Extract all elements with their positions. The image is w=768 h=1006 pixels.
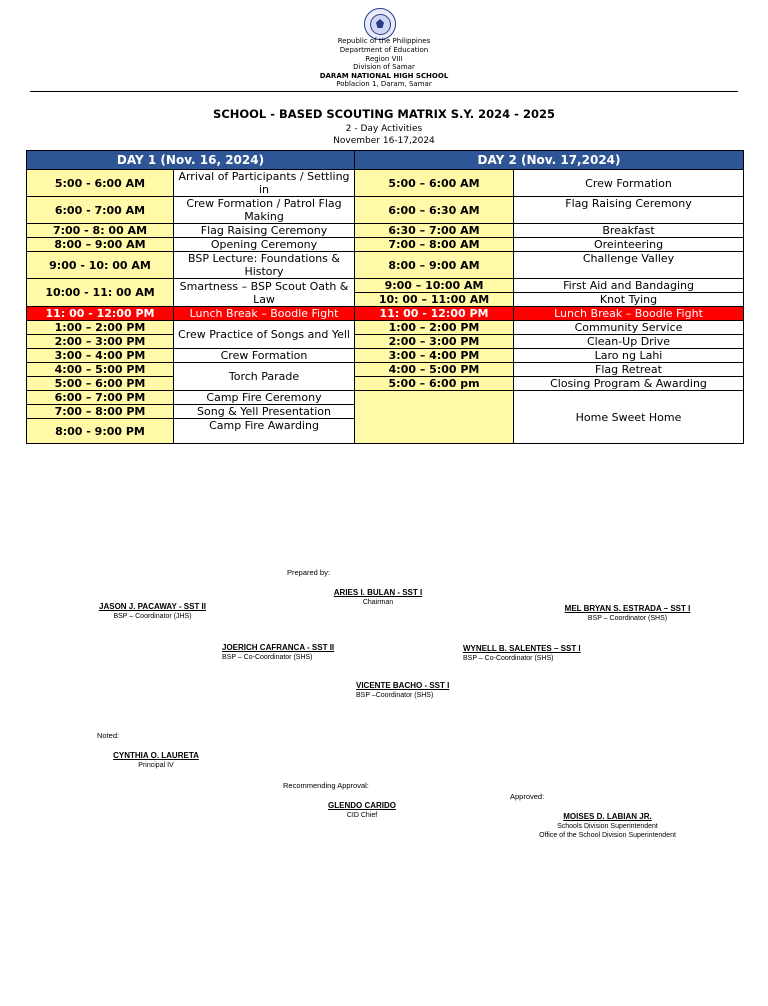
day2-time: 10: 00 – 11:00 AM (355, 293, 514, 307)
day1-time: 8:00 - 9:00 PM (27, 419, 174, 444)
signatory-carido (322, 801, 402, 819)
day1-header: DAY 1 (Nov. 16, 2024) (27, 151, 355, 170)
signatory-role: Principal IV (138, 762, 174, 769)
day1-activity: BSP Lecture: Foundations & History (174, 252, 355, 279)
day1-activity: Crew Formation / Patrol Flag Making (174, 197, 355, 224)
signatory-role: BSP – Coordinator (JHS) (113, 613, 192, 620)
signatory-name: GLENDO CARIDO (328, 801, 396, 810)
signatory-salentes (463, 644, 593, 662)
day1-activity: Song & Yell Presentation (174, 405, 355, 419)
day1-time: 10:00 - 11: 00 AM (27, 279, 174, 307)
subtitle-dates: November 16-17,2024 (333, 136, 435, 146)
day2-time: 2:00 – 3:00 PM (355, 335, 514, 349)
header-line-region: Region VIII (365, 55, 403, 63)
day1-activity: Lunch Break – Boodle Fight (174, 307, 355, 321)
day2-time: 4:00 – 5:00 PM (355, 363, 514, 377)
signatory-role: Schools Division Superintendent (557, 823, 658, 830)
day2-activity: Crew Formation (514, 170, 744, 197)
signatory-name: WYNELL B. SALENTES – SST I (463, 644, 581, 653)
signatory-name: VICENTE BACHO - SST I (356, 681, 450, 690)
day2-activity: Challenge Valley (514, 252, 744, 279)
signatory-role: BSP – Co-Coordinator (SHS) (222, 654, 313, 661)
deped-seal-icon (364, 8, 396, 40)
day1-time: 7:00 - 8: 00 AM (27, 224, 174, 238)
signatory-estrada (560, 604, 695, 622)
day1-time: 6:00 – 7:00 PM (27, 391, 174, 405)
page-title: SCHOOL - BASED SCOUTING MATRIX S.Y. 2024 - 2025 (213, 107, 555, 121)
signatory-role: Chairman (362, 599, 394, 606)
day2-time: 5:00 – 6:00 pm (355, 377, 514, 391)
recommending-approval-label: Recommending Approval: (283, 781, 369, 790)
signatory-bulan (318, 588, 438, 606)
day1-activity: Smartness – BSP Scout Oath & Law (174, 279, 355, 307)
signatory-labian (520, 812, 695, 839)
day1-activity: Camp Fire Awarding (174, 419, 355, 444)
day2-activity: Knot Tying (514, 293, 744, 307)
day2-activity: Oreinteering (514, 238, 744, 252)
day1-activity: Torch Parade (174, 363, 355, 391)
signatory-cafranca (222, 643, 352, 661)
signatory-name: ARIES I. BULAN - SST I (333, 588, 423, 597)
day2-activity: Flag Raising Ceremony (514, 197, 744, 224)
prepared-by-label: Prepared by: (287, 568, 330, 577)
day2-time: 9:00 – 10:00 AM (355, 279, 514, 293)
signatory-name: MEL BRYAN S. ESTRADA – SST I (564, 604, 691, 613)
day1-time: 6:00 - 7:00 AM (27, 197, 174, 224)
signatory-name: CYNTHIA O. LAURETA (113, 751, 199, 760)
day1-time: 1:00 – 2:00 PM (27, 321, 174, 335)
day1-time: 5:00 - 6:00 AM (27, 170, 174, 197)
day2-activity: Clean-Up Drive (514, 335, 744, 349)
day2-time: 3:00 – 4:00 PM (355, 349, 514, 363)
day1-time: 7:00 – 8:00 PM (27, 405, 174, 419)
signatory-role: BSP – Co-Coordinator (SHS) (463, 655, 554, 662)
day2-time: 5:00 – 6:00 AM (355, 170, 514, 197)
signatory-role: BSP – Coordinator (SHS) (587, 615, 668, 622)
signatory-role: CID Chief (346, 812, 378, 819)
day1-time: 11: 00 - 12:00 PM (27, 307, 174, 321)
noted-label: Noted: (97, 731, 120, 740)
day1-time: 4:00 – 5:00 PM (27, 363, 174, 377)
day1-activity: Flag Raising Ceremony (174, 224, 355, 238)
day2-time: 11: 00 - 12:00 PM (355, 307, 514, 321)
signatory-name: MOISES D. LABIAN JR. (563, 812, 652, 821)
day2-activity: Flag Retreat (514, 363, 744, 377)
header-line-department: Department of Education (339, 46, 429, 54)
subtitle-activities: 2 - Day Activities (345, 124, 423, 134)
signatory-pacaway (90, 602, 215, 620)
day2-activity: Lunch Break – Boodle Fight (514, 307, 744, 321)
signatory-name: JASON J. PACAWAY - SST II (99, 602, 206, 611)
header-divider (30, 91, 738, 92)
day2-time: 6:30 – 7:00 AM (355, 224, 514, 238)
header-line-republic: Republic of the Philippines (337, 37, 431, 45)
day2-time-blank (355, 391, 514, 444)
signatory-name: JOERICH CAFRANCA - SST II (222, 643, 335, 652)
approved-label: Approved: (510, 792, 545, 801)
day2-activity: First Aid and Bandaging (514, 279, 744, 293)
day2-activity: Closing Program & Awarding (514, 377, 744, 391)
day2-activity: Home Sweet Home (514, 391, 744, 444)
header-school-name: DARAM NATIONAL HIGH SCHOOL (319, 72, 449, 80)
day1-activity: Arrival of Participants / Settling in (174, 170, 355, 197)
day1-activity: Crew Formation (174, 349, 355, 363)
day1-activity: Crew Practice of Songs and Yell (174, 321, 355, 349)
day1-time: 9:00 - 10: 00 AM (27, 252, 174, 279)
day2-time: 6:00 – 6:30 AM (355, 197, 514, 224)
day1-activity: Camp Fire Ceremony (174, 391, 355, 405)
signatory-bacho (356, 681, 476, 699)
signatory-role: BSP –Coordinator (SHS) (356, 692, 434, 699)
day2-time: 8:00 – 9:00 AM (355, 252, 514, 279)
day1-time: 3:00 – 4:00 PM (27, 349, 174, 363)
signatory-laureta (106, 751, 206, 769)
day2-header: DAY 2 (Nov. 17,2024) (355, 151, 744, 170)
header-line-division: Division of Samar (353, 63, 415, 71)
day2-activity: Breakfast (514, 224, 744, 238)
signatory-office: Office of the School Division Superintendent (539, 832, 676, 839)
day2-activity: Laro ng Lahi (514, 349, 744, 363)
day1-time: 2:00 – 3:00 PM (27, 335, 174, 349)
day2-time: 7:00 – 8:00 AM (355, 238, 514, 252)
day1-time: 8:00 – 9:00 AM (27, 238, 174, 252)
header-address: Poblacion 1, Daram, Samar (336, 80, 432, 88)
day1-activity: Opening Ceremony (174, 238, 355, 252)
day2-activity: Community Service (514, 321, 744, 335)
day2-time: 1:00 – 2:00 PM (355, 321, 514, 335)
day1-time: 5:00 – 6:00 PM (27, 377, 174, 391)
scouting-matrix-table (26, 150, 744, 444)
